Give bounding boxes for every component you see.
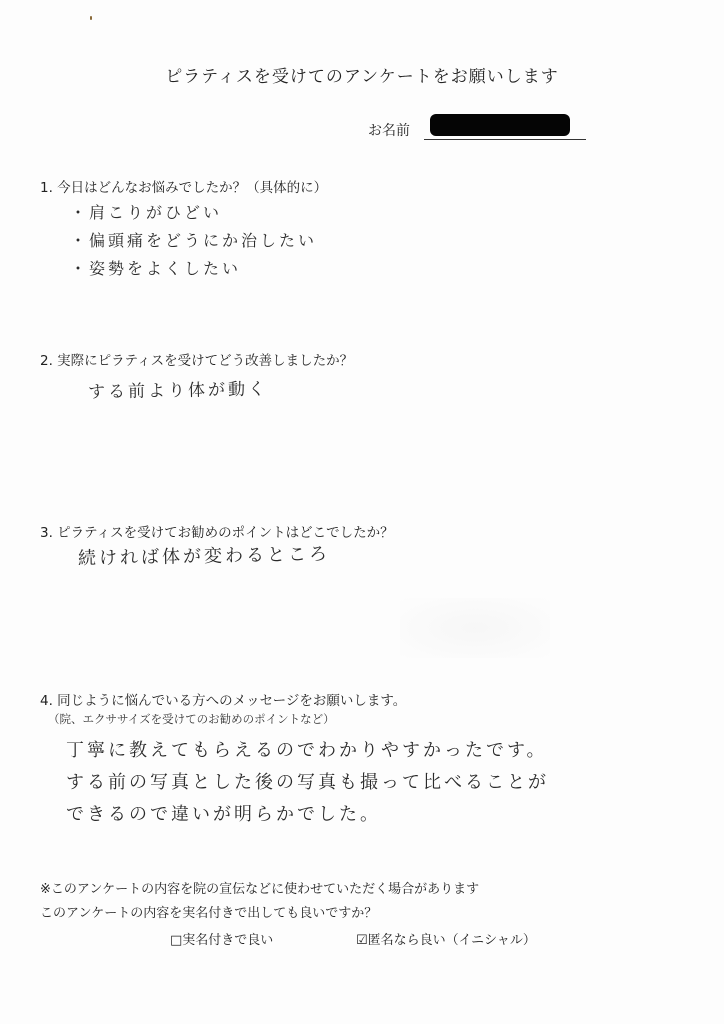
answer-4-line-3: できるので違いが明らかでした。: [66, 804, 381, 825]
page-title: ピラティスを受けてのアンケートをお願いします: [165, 67, 559, 87]
answer-4-line-2: する前の写真とした後の写真も撮って比べることが: [66, 772, 549, 793]
answer-4-line-1: 丁寧に教えてもらえるのでわかりやすかったです。: [66, 740, 548, 761]
scan-shadow: [400, 598, 550, 658]
option-real-name[interactable]: □実名付きで良い: [170, 933, 274, 948]
question-1: 1. 今日はどんなお悩みでしたか？（具体的に）: [40, 180, 328, 196]
question-4: 4. 同じように悩んでいる方へのメッセージをお願いします。: [40, 693, 407, 709]
answer-3: 続ければ体が変わるところ: [77, 543, 331, 570]
usage-notice: ※このアンケートの内容を院の宣伝などに使わせていただく場合があります: [40, 882, 480, 897]
paper-speck: [90, 16, 92, 20]
answer-1-line-1: ・肩こりがひどい: [70, 203, 223, 222]
name-field: [368, 112, 590, 142]
answer-1-line-3: ・姿勢をよくしたい: [70, 259, 242, 278]
answer-1-line-2: ・偏頭痛をどうにか治したい: [70, 231, 318, 250]
question-3: 3. ピラティスを受けてお勧めのポイントはどこでしたか？: [40, 525, 394, 541]
name-label: お名前: [368, 123, 410, 139]
question-4-note: （院、エクササイズを受けてのお勧めのポイントなど）: [48, 712, 335, 726]
answer-2: する前より体が動く: [87, 379, 269, 403]
question-2: 2. 実際にピラティスを受けてどう改善しましたか？: [40, 353, 354, 369]
consent-question: このアンケートの内容を実名付きで出しても良いですか？: [40, 906, 378, 921]
redacted-name: [430, 114, 570, 136]
name-underline: [424, 139, 586, 140]
option-anonymous[interactable]: ☑匿名なら良い（イニシャル）: [356, 933, 536, 948]
